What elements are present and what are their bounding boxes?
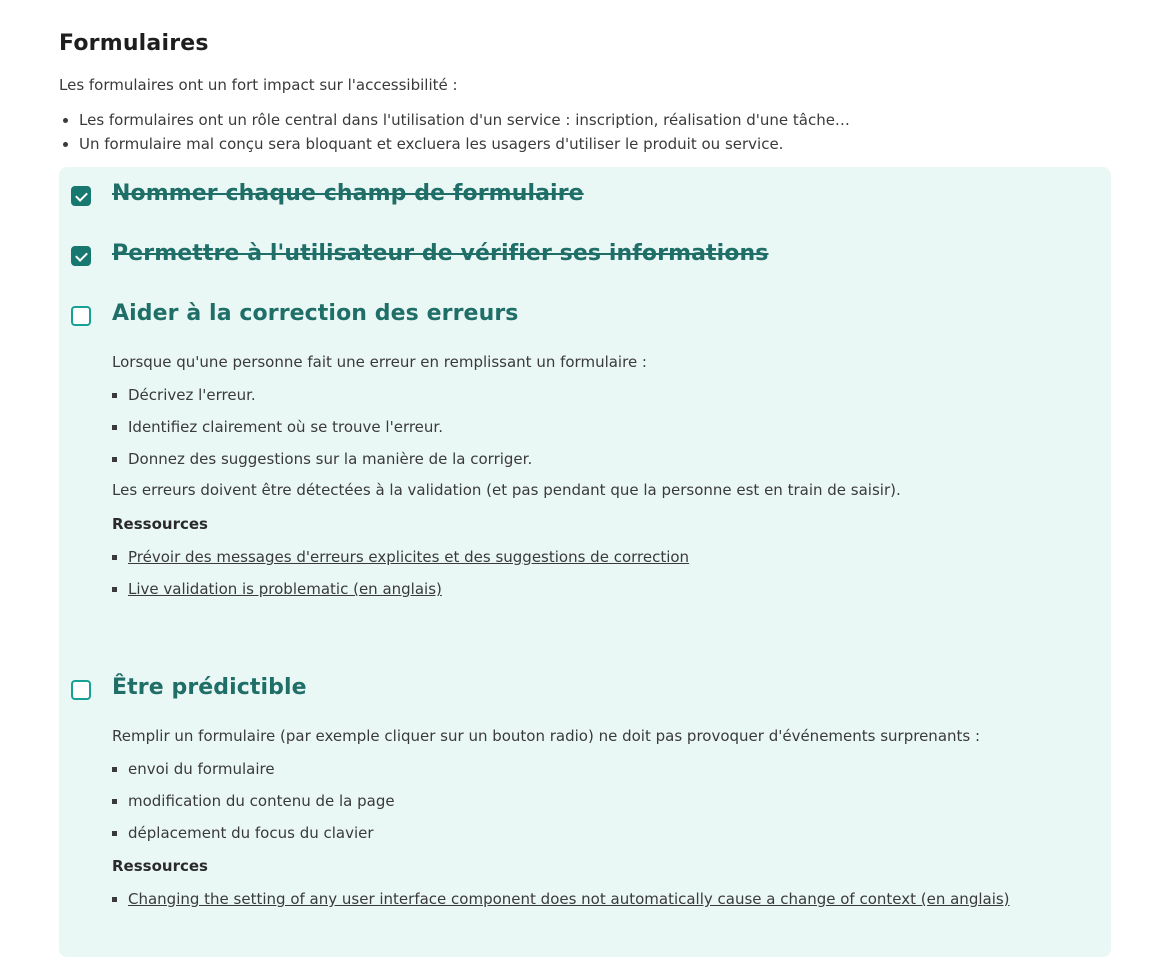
intro-bullet: Les formulaires ont un rôle central dans l'utilisation d'un service : inscription, réalisation d'une tâche… <box>59 108 850 132</box>
checklist-item-title[interactable]: Aider à la correction des erreurs <box>112 301 519 326</box>
resource-link[interactable]: Live validation is problematic (en anglais) <box>128 580 442 598</box>
list-item: envoi du formulaire <box>112 759 395 791</box>
checklist-item-title[interactable]: Être prédictible <box>112 675 307 700</box>
checklist-item-title[interactable]: Permettre à l'utilisateur de vérifier ses informations <box>112 241 769 266</box>
item-description: Lorsque qu'une personne fait une erreur en remplissant un formulaire : <box>112 353 647 371</box>
section-intro: Les formulaires ont un fort impact sur l'accessibilité : <box>59 76 458 94</box>
item-points-list <box>112 385 532 481</box>
checkbox-unchecked-icon[interactable] <box>71 680 91 700</box>
list-item: Identifiez clairement où se trouve l'erreur. <box>112 417 532 449</box>
item-note: Les erreurs doivent être détectées à la validation (et pas pendant que la personne est en train de saisir). <box>112 481 901 499</box>
resource-item <box>112 579 689 611</box>
list-item: déplacement du focus du clavier <box>112 823 395 855</box>
list-item: modification du contenu de la page <box>112 791 395 823</box>
resources-list <box>112 889 1010 921</box>
resource-link[interactable]: Changing the setting of any user interface component does not automatically cause a change of context (en anglais) <box>128 890 1010 908</box>
list-item: Décrivez l'erreur. <box>112 385 532 417</box>
resource-link[interactable]: Prévoir des messages d'erreurs explicites et des suggestions de correction <box>128 548 690 566</box>
intro-bullet-list <box>59 108 850 156</box>
resources-list <box>112 547 689 611</box>
list-item: Donnez des suggestions sur la manière de la corriger. <box>112 449 532 481</box>
checkbox-checked-icon[interactable] <box>71 246 91 266</box>
item-description: Remplir un formulaire (par exemple cliquer sur un bouton radio) ne doit pas provoquer d'événements surprenants : <box>112 727 981 745</box>
resource-item <box>112 547 689 579</box>
resources-heading: Ressources <box>112 515 208 533</box>
checklist-item-title[interactable]: Nommer chaque champ de formulaire <box>112 181 584 206</box>
resources-heading: Ressources <box>112 857 208 875</box>
checkbox-unchecked-icon[interactable] <box>71 306 91 326</box>
checklist-panel <box>59 167 1111 957</box>
section-title: Formulaires <box>59 31 209 56</box>
checkbox-checked-icon[interactable] <box>71 186 91 206</box>
resource-item <box>112 889 1010 921</box>
item-points-list <box>112 759 395 855</box>
intro-bullet: Un formulaire mal conçu sera bloquant et excluera les usagers d'utiliser le produit ou service. <box>59 132 850 156</box>
